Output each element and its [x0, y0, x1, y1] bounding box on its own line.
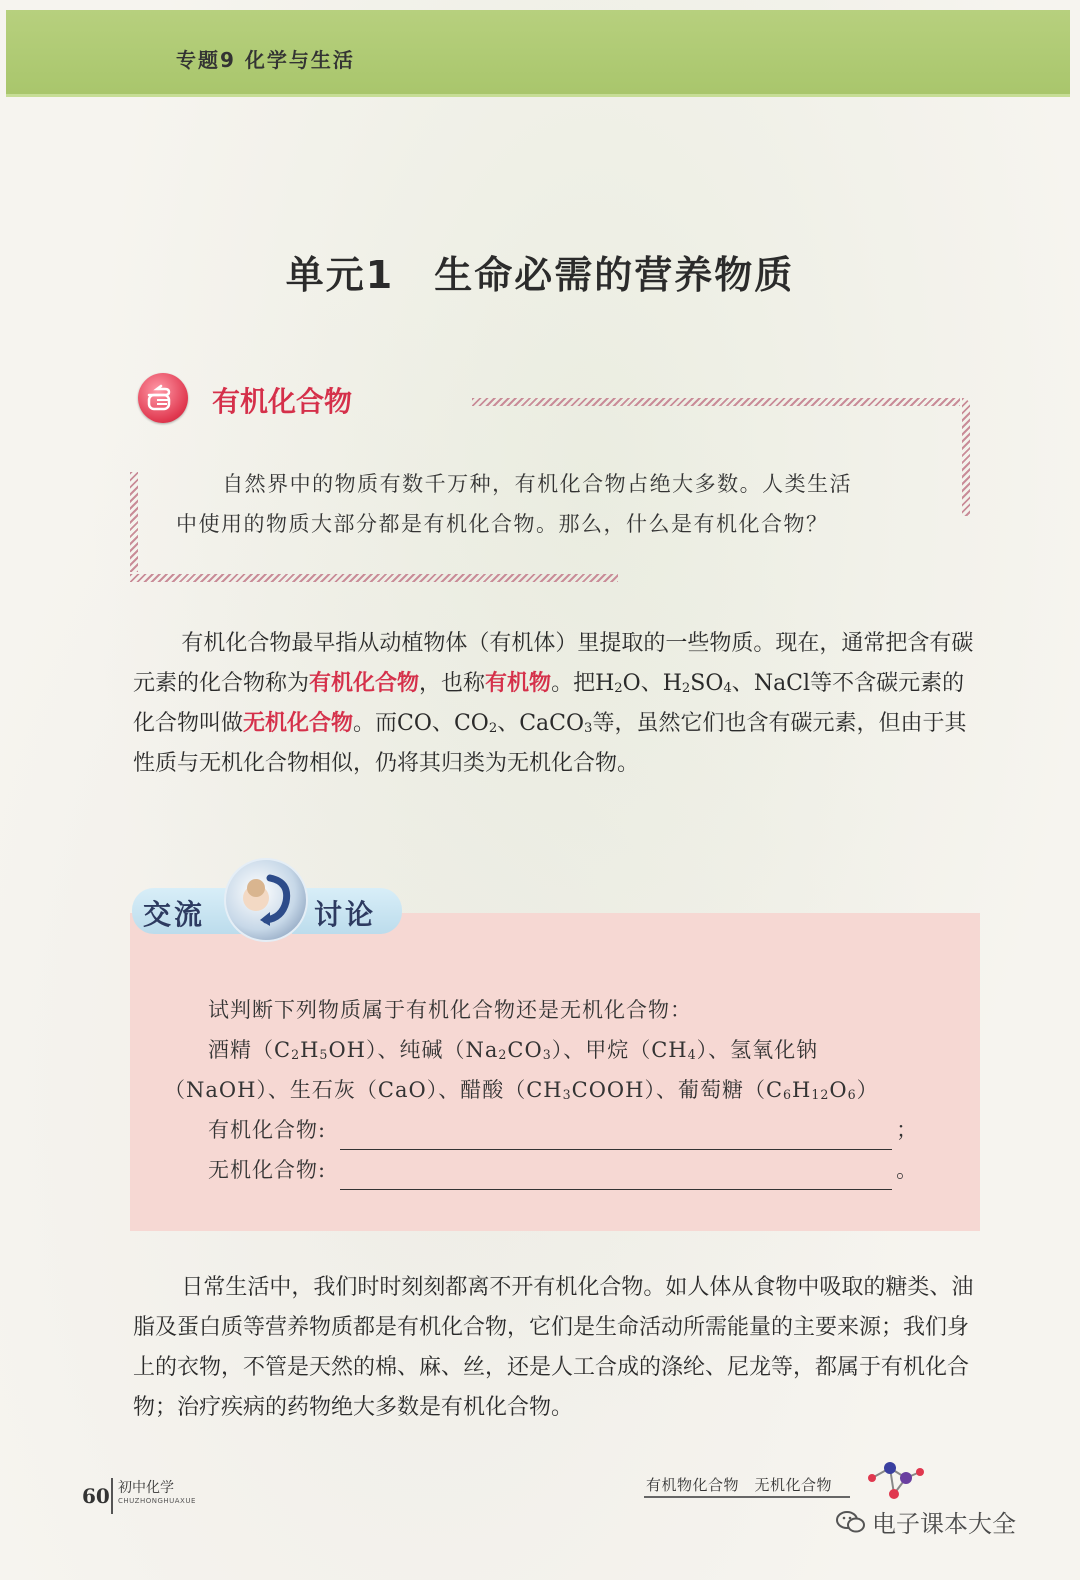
answer-organic-label: 有机化合物: [208, 1118, 327, 1142]
chapter-header-band [6, 10, 1070, 97]
text-span: ，也称 [419, 671, 486, 696]
formula-h2so4: $H_2SO_4$ [662, 671, 732, 696]
term-organic-compound: 有机化合物 [309, 671, 420, 696]
answer-inorganic-blank[interactable] [340, 1161, 892, 1190]
footer-book-title: 初中化学 [118, 1480, 174, 1496]
pointing-hand-icon [138, 373, 188, 423]
page-number: 60 [82, 1484, 110, 1508]
intro-line-1: 自然界中的物质有数千万种，有机化合物占绝大多数。人类生活 [222, 472, 853, 496]
intro-line-2: 中使用的物质大部分都是有机化合物。那么，什么是有机化合物？ [176, 512, 829, 536]
footer-book-pinyin: CHUZHONGHUAXUE [118, 1497, 196, 1505]
discussion-content [164, 990, 954, 1190]
answer-row-inorganic [208, 1150, 954, 1190]
wechat-icon [836, 1510, 866, 1540]
intro-frame-left [130, 472, 138, 572]
footer-keywords: 有机物化合物 无机化合物 [646, 1476, 833, 1494]
discussion-label-discuss: 讨论 [314, 898, 377, 931]
intro-frame-top [472, 398, 960, 406]
footer-keywords-underline [644, 1496, 850, 1498]
answer-inorganic-label: 无机化合物: [208, 1158, 327, 1182]
text-span: 。把 [551, 671, 596, 696]
unit-title: 单元1 生命必需的营养物质 [285, 253, 795, 297]
answer-row-organic [208, 1110, 954, 1150]
daily-life-text: 日常生活中，我们时时刻刻都离不开有机化合物。如人体从食物中吸取的糖类、油脂及蛋白质等营养物质都是有机化合物，它们是生命活动所需能量的主要来源；我们身上的衣物，不管是天然的棉、麻、丝，还是人工合成的涤纶、尼龙等，都属于有机化合物；治疗疾病的药物绝大多数是有机化合物。 [133, 1275, 974, 1420]
text-span: 。而 [353, 711, 398, 736]
discussion-items-line2: （NaOH）、生石灰（CaO）、醋酸$(CH_3COOH)$、葡萄糖$(C_6H_{12}O_6)$ [164, 1078, 879, 1102]
text-span: 等不含碳元素的化合物叫做 [133, 671, 965, 736]
definition-paragraph [133, 624, 981, 784]
daily-life-paragraph [133, 1268, 981, 1428]
discussion-prompt: 试判断下列物质属于有机化合物还是无机化合物： [208, 998, 692, 1022]
separator: 、 [731, 671, 754, 696]
formula-co: CO [397, 711, 432, 736]
formula-nacl: NaCl [753, 671, 811, 696]
separator: 、 [431, 711, 454, 736]
formula-h2o: $H_2O$ [595, 671, 641, 696]
text-span: 有机化合物最早指从动植物体（有机体）里提取的一些物质。现在，通常把含有碳元素的化合物称为 [133, 631, 974, 696]
answer-organic-end: ； [896, 1118, 919, 1142]
discussion-items-line1: 酒精$(C_2H_5OH)$、纯碱$(Na_2CO_3)$、甲烷$(CH_4)$、氢氧化钠 [208, 1038, 819, 1062]
intro-frame-right [962, 398, 970, 516]
footer-divider [111, 1478, 113, 1514]
separator: 、 [640, 671, 663, 696]
chapter-title: 专题9 化学与生活 [176, 48, 355, 72]
watermark-text: 电子课本大全 [872, 1510, 1016, 1538]
discussion-emblem-icon [224, 858, 308, 942]
discussion-label-exchange: 交流 [143, 898, 206, 931]
term-organic-short: 有机物 [485, 671, 552, 696]
watermark [836, 1504, 1016, 1540]
intro-frame-bottom [130, 574, 618, 582]
formula-caco3: CaCO$_3$ [519, 711, 593, 736]
formula-co2: $CO_2$ [453, 711, 498, 736]
text-span: 等，虽然它们也含有碳元素，但由于其性质与无机化合物相似，仍将其归类为无机化合物。 [133, 711, 967, 776]
answer-organic-blank[interactable] [340, 1121, 892, 1150]
intro-text [176, 464, 951, 544]
molecule-icon [860, 1456, 930, 1510]
section-heading: 有机化合物 [212, 385, 353, 418]
separator: 、 [497, 711, 520, 736]
term-inorganic-compound: 无机化合物 [243, 711, 354, 736]
answer-inorganic-end: 。 [896, 1158, 919, 1182]
